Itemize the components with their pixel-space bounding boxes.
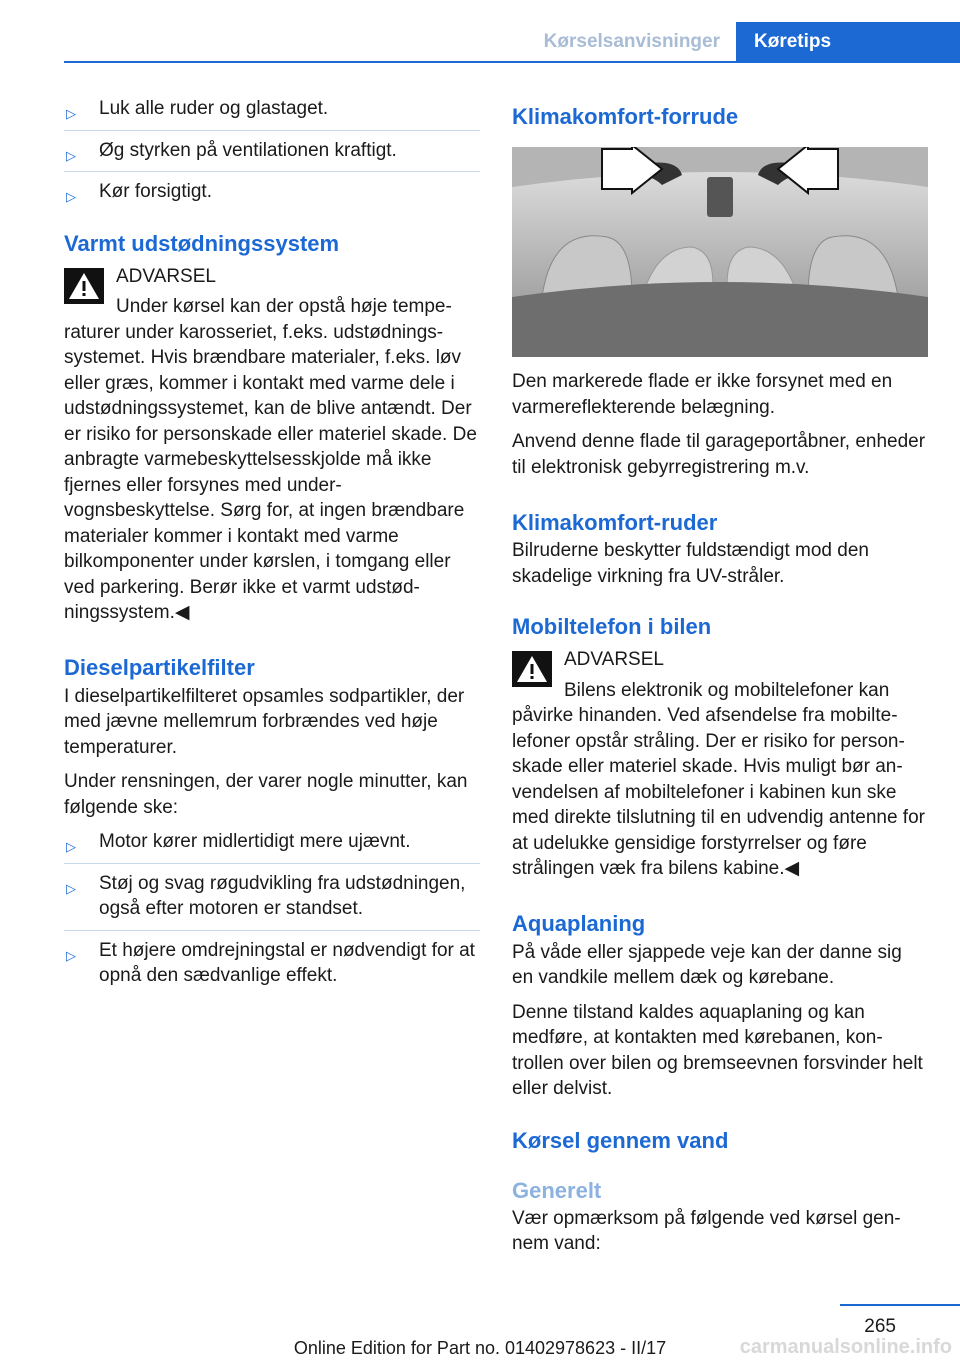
warning-label: ADVARSEL (564, 649, 664, 670)
windshield-paragraph-1: Den markerede flade er ikke forsynet med en varmereflekterende belægning. (512, 371, 893, 418)
water-heading: Kørsel gennem vand (512, 1127, 729, 1153)
windows-paragraph: Bilruderne beskytter fuldstændigt mod den skadelige virkning fra UV-stråler. (512, 540, 869, 587)
bullet-triangle-icon: ▷ (66, 106, 76, 121)
water-subheading: Generelt (512, 1177, 602, 1203)
left-column (64, 96, 480, 989)
warning-first-line: Under kørsel kan der opstå høje tempe- (116, 296, 452, 317)
bullet-triangle-icon: ▷ (66, 147, 76, 163)
exhaust-heading: Varmt udstødningssystem (64, 230, 340, 256)
list-item: ▷ Et højere omdrejningstal er nødvendigt for at opnå den sædvanlige effekt. (64, 930, 480, 989)
windshield-heading: Klimakomfort-forrude (512, 104, 739, 129)
aquaplaning-heading: Aquaplaning (512, 910, 646, 936)
list-item: ▷ Motor kører midlertidigt mere ujævnt. (64, 829, 480, 855)
bullet-triangle-icon: ▷ (66, 839, 76, 854)
diesel-list (64, 829, 480, 989)
warning-text: raturer under karosseriet, f.eks. udstødningssystemet. Hvis brændbare materialer, f.eks. løv eller græs, kommer i kontakt med varme dele i udstødningssystemet, kan de blive antændt. Der er risiko for personskade eller materiel skade. De anbragte varmebeskyttelsesskjolde må ikke fjernes eller forsynes med undervognsbeskyttelse. Sørg for, at ingen brændbare materialer kommer i kontakt med varme bilkomponenter under kørslen, i tomgang eller ved parkering. Berør ikke et varmt udstødningssystem.◀ (64, 321, 477, 623)
list-item: ▷ Øg styrken på ventilationen kraftigt. (64, 130, 480, 164)
ventilation-list (64, 96, 480, 205)
warning-triangle-icon (64, 268, 104, 304)
warning-triangle-icon (512, 651, 552, 687)
diesel-paragraph-2: Under rensningen, der varer nogle minutter, kan følgende ske: (64, 771, 468, 818)
windshield-paragraph-2: Anvend denne flade til garageportåbner, enheder til elektronisk gebyrregistrering m.v. (512, 431, 926, 478)
aquaplaning-paragraph-2: Denne tilstand kaldes aquaplaning og kan medføre, at kontakten med kørebanen, kontrollen over bilen og bremseevnen forsvinder helt eller delvist. (512, 1001, 923, 1099)
exhaust-warning (64, 264, 480, 626)
right-column (512, 96, 928, 1257)
list-item: ▷ Kør forsigtigt. (64, 171, 480, 205)
diesel-heading: Dieselpartikelfilter (64, 654, 255, 680)
warning-text: påvirke hinanden. Ved afsendelse fra mobiltelefoner opstår stråling. Der er risiko for personskade eller materiel skade. Hvis muligt bør anvendelsen af mobiltelefoner i kabinen kun ske med direkte tilslutning til en udvendig antenne for at udelukke gensidige forstyrrelser og føre strålingen væk fra bilens kabine.◀ (512, 705, 925, 879)
warning-label: ADVARSEL (116, 265, 216, 287)
aquaplaning-paragraph-1: På våde eller sjappede veje kan der danne sig en vandkile mellem dæk og kørebane. (512, 941, 902, 988)
bullet-triangle-icon: ▷ (66, 189, 76, 204)
list-item: ▷ Støj og svag røgudvikling fra udstødningen, også efter motoren er standset. (64, 863, 480, 922)
list-item: ▷ Luk alle ruder og glastaget. (64, 96, 480, 122)
bullet-triangle-icon: ▷ (66, 880, 76, 896)
edition-line: Online Edition for Part no. 01402978623 - II/17 (293, 1338, 667, 1358)
warning-first-line: Bilens elektronik og mobiltelefoner kan (564, 679, 890, 701)
windshield-interior-image (512, 147, 928, 357)
header-rule (64, 61, 960, 63)
phone-warning (512, 647, 928, 882)
bullet-triangle-icon: ▷ (66, 947, 76, 963)
water-paragraph: Vær opmærksom på følgende ved kørsel gennem vand: (512, 1207, 901, 1254)
header-section-tab: Kørselsanvisninger (543, 31, 720, 52)
phone-heading: Mobiltelefon i bilen (512, 614, 712, 639)
windows-heading: Klimakomfort-ruder (512, 510, 718, 535)
watermark: carmanualsonline.info (739, 1336, 952, 1358)
footer-rule (840, 1304, 960, 1306)
page-number: 265 (864, 1316, 896, 1337)
header-chapter-tab: Køretips (736, 22, 960, 62)
diesel-paragraph-1: I dieselpartikelfilteret opsamles sodpartikler, der med jævne mellemrum forbrændes ved høje temperaturer. (64, 685, 465, 758)
